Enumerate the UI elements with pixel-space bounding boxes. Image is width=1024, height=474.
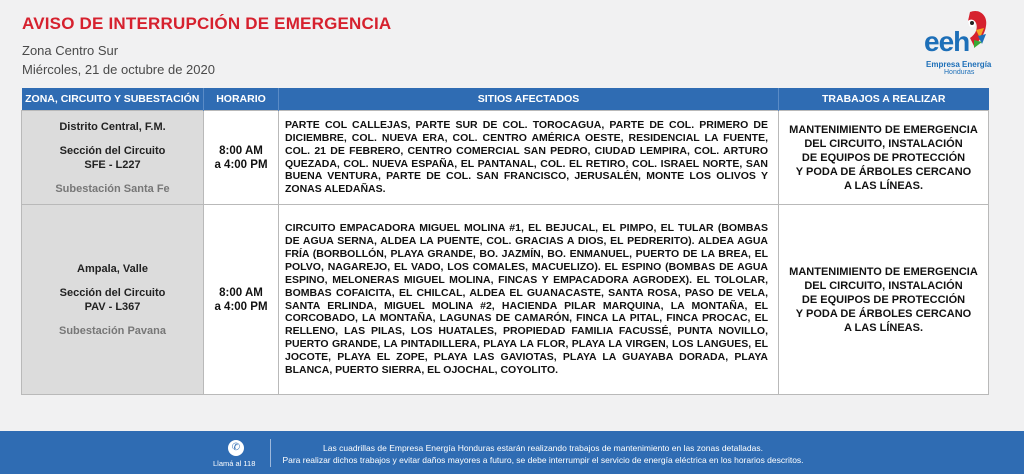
zone-label: Zona Centro Sur <box>22 43 119 58</box>
trabajos-line: DEL CIRCUITO, INSTALACIÓN <box>804 279 963 292</box>
logo-brand: eeh <box>924 26 970 57</box>
hora-inicio: 8:00 AM <box>219 144 263 157</box>
trabajos-cell <box>779 111 989 205</box>
header-sitios: SITIOS AFECTADOS <box>279 88 779 111</box>
horario-cell <box>204 111 279 205</box>
trabajos-line: MANTENIMIENTO DE EMERGENCIA <box>789 123 978 136</box>
trabajos-line: MANTENIMIENTO DE EMERGENCIA <box>789 265 978 278</box>
date-label: Miércoles, 21 de octubre de 2020 <box>22 62 215 77</box>
seccion-label: Sección del Circuito <box>59 286 166 299</box>
sitios-cell: CIRCUITO EMPACADORA MIGUEL MOLINA #1, EL BEJUCAL, EL PIMPO, EL TULAR (BOMBAS DE AGUA SERNA, ALDEA LA PUENTE, COL. GRACIAS A DIOS, EL PEDRERITO). ALDEA AGUA FRÍA (BORBOLLÓN, PLAYA GRANDE, BO. JAZMÍN, BO. ENMANUEL, PUERTO DE LA BREA, EL POLVO, NAGAREJO, EL VADO, LOS COMALES, MACUELIZO). EL ESPINO (BOMBAS DE AGUA ESPINO, MELONERAS MIGUEL MOLINA, FINCAS Y EMPACADORA AGRODEX). EL TOLOLAR, BOMBAS COFAICITA, EL CHILCAL, ALDEA EL GUANACASTE, SANTA ROSA, PASO DE VELA, SANTA ERLINDA, MIGUEL MOLINA #2, HACIENDA PILAR MARQUINA, LA MONTAÑA, EL CORCOBADO, LA MONTAÑA, LAGUNAS DE CAMARÓN, FINCA LA PITAL, FINCA PROCAC, EL RELLENO, LAS PILAS, LOS HUATALES, PROPIEDAD FAMILIA FACUSSÉ, PUNTA NOVILLO, PUERTO GRANDE, LA PINTADILLERA, PLAYA LA FLOR, PLAYA LA VIRGEN, LOS LANGUES, EL JOCOTE, PLAYA EL ZOPE, PLAYA LAS GAVIOTAS, PLAYA LA GUAYABA DORADA, PLAYA BLANCA, PUERTO SIERRA, EL OJOCHAL, COYOLITO. <box>279 205 779 395</box>
trabajos-line: A LAS LÍNEAS. <box>843 179 924 192</box>
footer-bar <box>0 431 1024 474</box>
header-horario: HORARIO <box>204 88 279 111</box>
subestacion-label: Subestación Santa Fe <box>55 182 170 195</box>
header <box>0 0 1024 85</box>
header-trabajos: TRABAJOS A REALIZAR <box>779 88 989 111</box>
interruption-table <box>21 88 989 395</box>
circuito-label: PAV - L367 <box>84 300 141 313</box>
trabajos-line: DEL CIRCUITO, INSTALACIÓN <box>804 137 963 150</box>
trabajos-line: A LAS LÍNEAS. <box>843 321 924 334</box>
page-title: AVISO DE INTERRUPCIÓN DE EMERGENCIA <box>22 14 392 33</box>
hora-inicio: 8:00 AM <box>219 286 263 299</box>
trabajos-line: DE EQUIPOS DE PROTECCIÓN <box>801 151 966 164</box>
horario-cell <box>204 205 279 395</box>
trabajos-line: Y PODA DE ÁRBOLES CERCANO <box>795 307 972 320</box>
logo-line2: Honduras <box>944 69 975 76</box>
footer-line2: Para realizar dichos trabajos y evitar daños mayores a futuro, se debe interrumpir el servicio de energía eléctrica en los horarios descritos. <box>282 455 804 465</box>
footer-line1: Las cuadrillas de Empresa Energía Honduras estarán realizando trabajos de mantenimiento en las zonas detalladas. <box>323 443 763 453</box>
eeh-logo <box>920 8 1020 78</box>
subtitle-block <box>22 41 215 79</box>
seccion-label: Sección del Circuito <box>59 144 166 157</box>
logo-line1: Empresa Energía <box>926 60 992 69</box>
hora-fin: a 4:00 PM <box>214 158 268 171</box>
zona-cell <box>22 111 204 205</box>
table-header-row <box>22 88 989 111</box>
subestacion-label: Subestación Pavana <box>59 324 166 337</box>
zona-name: Distrito Central, F.M. <box>59 120 166 133</box>
footer-notice <box>282 442 804 466</box>
table-row <box>22 111 989 205</box>
trabajos-line: Y PODA DE ÁRBOLES CERCANO <box>795 165 972 178</box>
zona-name: Ampala, Valle <box>77 262 148 275</box>
zona-cell <box>22 205 204 395</box>
phone-icon: ✆ <box>228 440 244 456</box>
footer-divider <box>270 439 271 467</box>
phone-label: Llamá al 118 <box>213 459 256 468</box>
circuito-label: SFE - L227 <box>84 158 141 171</box>
trabajos-line: DE EQUIPOS DE PROTECCIÓN <box>801 293 966 306</box>
trabajos-cell <box>779 205 989 395</box>
table-row <box>22 205 989 395</box>
sitios-cell: PARTE COL CALLEJAS, PARTE SUR DE COL. TOROCAGUA, PARTE DE COL. PRIMERO DE DICIEMBRE, COL. NUEVA ERA, COL. CENTRO AMÉRICA OESTE, RESIDENCIAL LA FUENTE, COL. 21 DE FEBRERO, CENTRO COMERCIAL SAN PEDRO, CIUDAD LEMPIRA, COL. ARTURO QUEZADA, COL. NUEVA ESPAÑA, EL PANTANAL, COL. EL RETIRO, COL. ISRAEL NORTE, SAN BUENA VENTURA, PARTE DE COL. SAN FRANCISCO, JERUSALÉN, MONTE LOS OLIVOS Y ZONAS ALEDAÑAS. <box>279 111 779 205</box>
hora-fin: a 4:00 PM <box>214 300 268 313</box>
header-zona: ZONA, CIRCUITO Y SUBESTACIÓN <box>22 88 204 111</box>
